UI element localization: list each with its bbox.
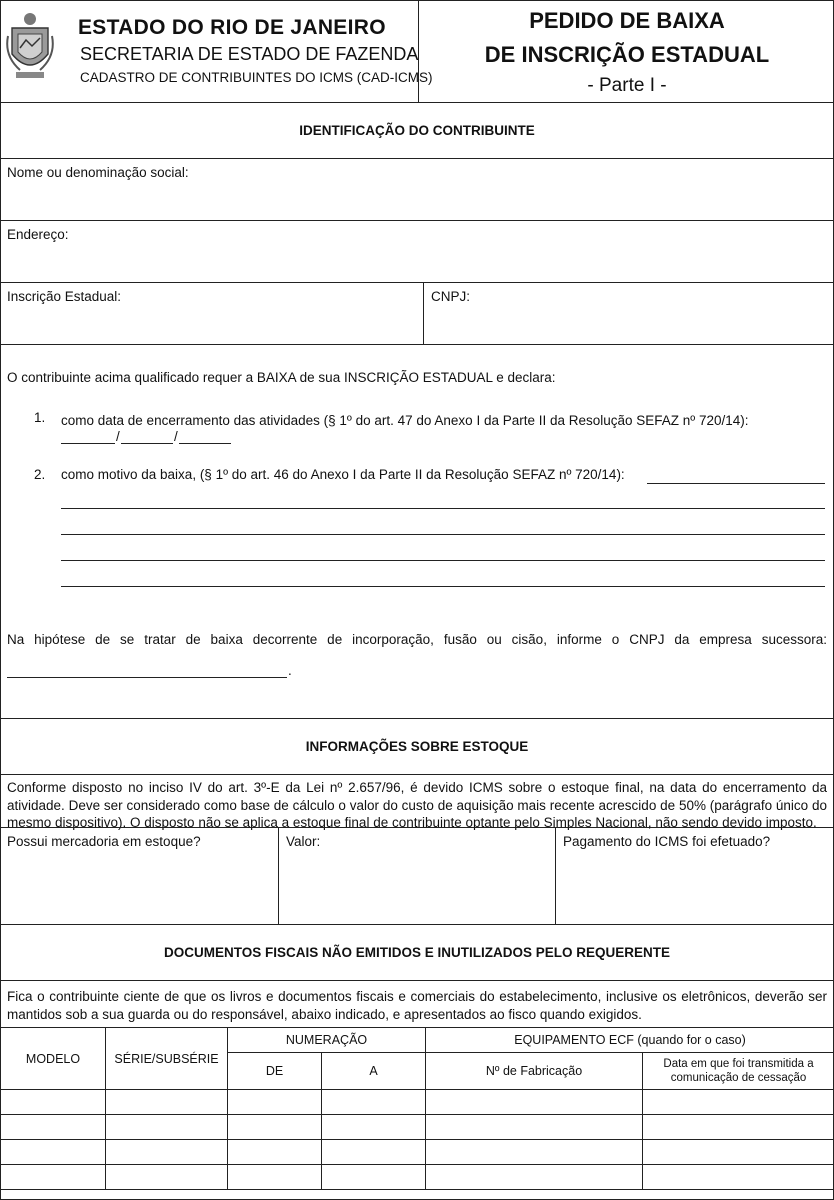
form-part: - Parte I - (587, 75, 667, 96)
col-header-fabricacao: Nº de Fabricação (426, 1053, 643, 1090)
table-row (1, 1165, 834, 1190)
table-row (1, 1115, 834, 1140)
cnpj-sucessora-field[interactable] (7, 663, 287, 678)
documentos-table (0, 1027, 834, 1190)
valor-field[interactable] (278, 828, 555, 924)
table-row (1, 1090, 834, 1115)
col-header-numeracao: NUMERAÇÃO (228, 1028, 426, 1053)
header-divider (418, 0, 419, 102)
estoque-notice (0, 774, 834, 831)
table-cell[interactable] (322, 1140, 426, 1165)
data-encerramento-field[interactable]: / / (61, 429, 231, 449)
pagamento-icms-field[interactable] (555, 828, 834, 924)
table-cell[interactable] (322, 1115, 426, 1140)
table-cell[interactable] (643, 1090, 834, 1115)
col-header-de: DE (228, 1053, 322, 1090)
motivo-line[interactable] (61, 548, 825, 561)
table-cell[interactable] (1, 1115, 106, 1140)
header-secretaria: SECRETARIA DE ESTADO DE FAZENDA (80, 44, 419, 64)
pagamento-icms-label: Pagamento do ICMS foi efetuado? (563, 834, 771, 849)
section-estoque (0, 718, 834, 774)
endereco-field[interactable] (0, 220, 834, 282)
valor-label: Valor: (286, 834, 321, 849)
header-state: ESTADO DO RIO DE JANEIRO (78, 16, 386, 39)
table-cell[interactable] (643, 1140, 834, 1165)
inscricao-row (0, 282, 834, 344)
cnpj-field[interactable] (423, 283, 834, 344)
section-documentos (0, 924, 834, 980)
table-cell[interactable] (426, 1165, 643, 1190)
motivo-line[interactable] (647, 469, 825, 484)
item1-text-content: como data de encerramento das atividades (§ 1º do art. 47 do Anexo I da Parte II da Resolução SEFAZ nº 720/14): (61, 413, 749, 428)
inscricao-label: Inscrição Estadual: (7, 289, 122, 304)
section-heading-identificacao: IDENTIFICAÇÃO DO CONTRIBUINTE (299, 123, 535, 138)
section-heading-estoque: INFORMAÇÕES SOBRE ESTOQUE (305, 739, 529, 754)
nome-label: Nome ou denominação social: (7, 165, 189, 180)
item1-text (61, 410, 827, 431)
col-header-serie: SÉRIE/SUBSÉRIE (106, 1028, 228, 1090)
motivo-line[interactable] (61, 574, 825, 587)
table-row (1, 1140, 834, 1165)
nome-field[interactable] (0, 158, 834, 220)
col-header-data-cessacao: Data em que foi transmitida a comunicação de cessação (643, 1053, 834, 1090)
form-title-line2: DE INSCRIÇÃO ESTADUAL (484, 42, 770, 67)
table-cell[interactable] (228, 1115, 322, 1140)
possui-estoque-label: Possui mercadoria em estoque? (7, 834, 201, 849)
table-cell[interactable] (643, 1165, 834, 1190)
state-coat-of-arms (6, 10, 54, 82)
documentos-notice (0, 980, 834, 1027)
section-declaracao (0, 344, 834, 718)
section-heading-documentos: DOCUMENTOS FISCAIS NÃO EMITIDOS E INUTILIZADOS PELO REQUERENTE (163, 945, 671, 960)
col-header-ecf: EQUIPAMENTO ECF (quando for o caso) (426, 1028, 834, 1053)
motivo-line[interactable] (61, 522, 825, 535)
sucessora-period: . (288, 663, 292, 678)
table-cell[interactable] (426, 1140, 643, 1165)
header-cadastro: CADASTRO DE CONTRIBUINTES DO ICMS (CAD-ICMS) (80, 70, 433, 85)
sucessora-text: Na hipótese de se tratar de baixa decorrente de incorporação, fusão ou cisão, informe o CNPJ da empresa sucessora: (7, 632, 827, 647)
estoque-row (0, 827, 834, 924)
table-cell[interactable] (426, 1115, 643, 1140)
motivo-line[interactable] (61, 496, 825, 509)
table-cell[interactable] (106, 1115, 228, 1140)
table-cell[interactable] (106, 1090, 228, 1115)
form-title-line1: PEDIDO DE BAIXA (529, 8, 725, 33)
endereco-label: Endereço: (7, 227, 69, 242)
table-cell[interactable] (1, 1165, 106, 1190)
estoque-paragraph: Conforme disposto no inciso IV do art. 3º-E da Lei nº 2.657/96, é devido ICMS sobre o estoque final, na data do encerramento da atividade. Deve ser considerado como base de cálculo o valor do custo de aquisição mais recente acrescido de 50% (parágrafo único do mesmo dispositivo). O disposto não se aplica a estoque final de contribuinte optante pelo Simples Nacional, não sendo devido imposto. (7, 780, 827, 831)
cnpj-label: CNPJ: (431, 289, 471, 304)
table-cell[interactable] (1, 1090, 106, 1115)
item1-number: 1. (34, 410, 46, 425)
col-header-modelo: MODELO (1, 1028, 106, 1090)
item2-number: 2. (34, 467, 46, 482)
table-cell[interactable] (228, 1140, 322, 1165)
table-cell[interactable] (322, 1090, 426, 1115)
declaracao-intro: O contribuinte acima qualificado requer a BAIXA de sua INSCRIÇÃO ESTADUAL e declara: (7, 370, 556, 385)
section-identificacao (0, 102, 834, 158)
table-cell[interactable] (228, 1165, 322, 1190)
item2-text: como motivo da baixa, (§ 1º do art. 46 do Anexo I da Parte II da Resolução SEFAZ nº 720/14): (61, 467, 625, 482)
possui-estoque-field[interactable] (0, 828, 278, 925)
table-cell[interactable] (643, 1115, 834, 1140)
table-cell[interactable] (322, 1165, 426, 1190)
table-cell[interactable] (228, 1090, 322, 1115)
table-cell[interactable] (1, 1140, 106, 1165)
col-header-a: A (322, 1053, 426, 1090)
table-cell[interactable] (106, 1165, 228, 1190)
documentos-paragraph: Fica o contribuinte ciente de que os livros e documentos fiscais e comerciais do estabelecimento, inclusive os eletrônicos, deverão ser mantidos sob a sua guarda ou do responsável, abaixo indicado, e apresentados ao fisco quando exigidos. (7, 989, 827, 1022)
table-cell[interactable] (426, 1090, 643, 1115)
table-cell[interactable] (106, 1140, 228, 1165)
